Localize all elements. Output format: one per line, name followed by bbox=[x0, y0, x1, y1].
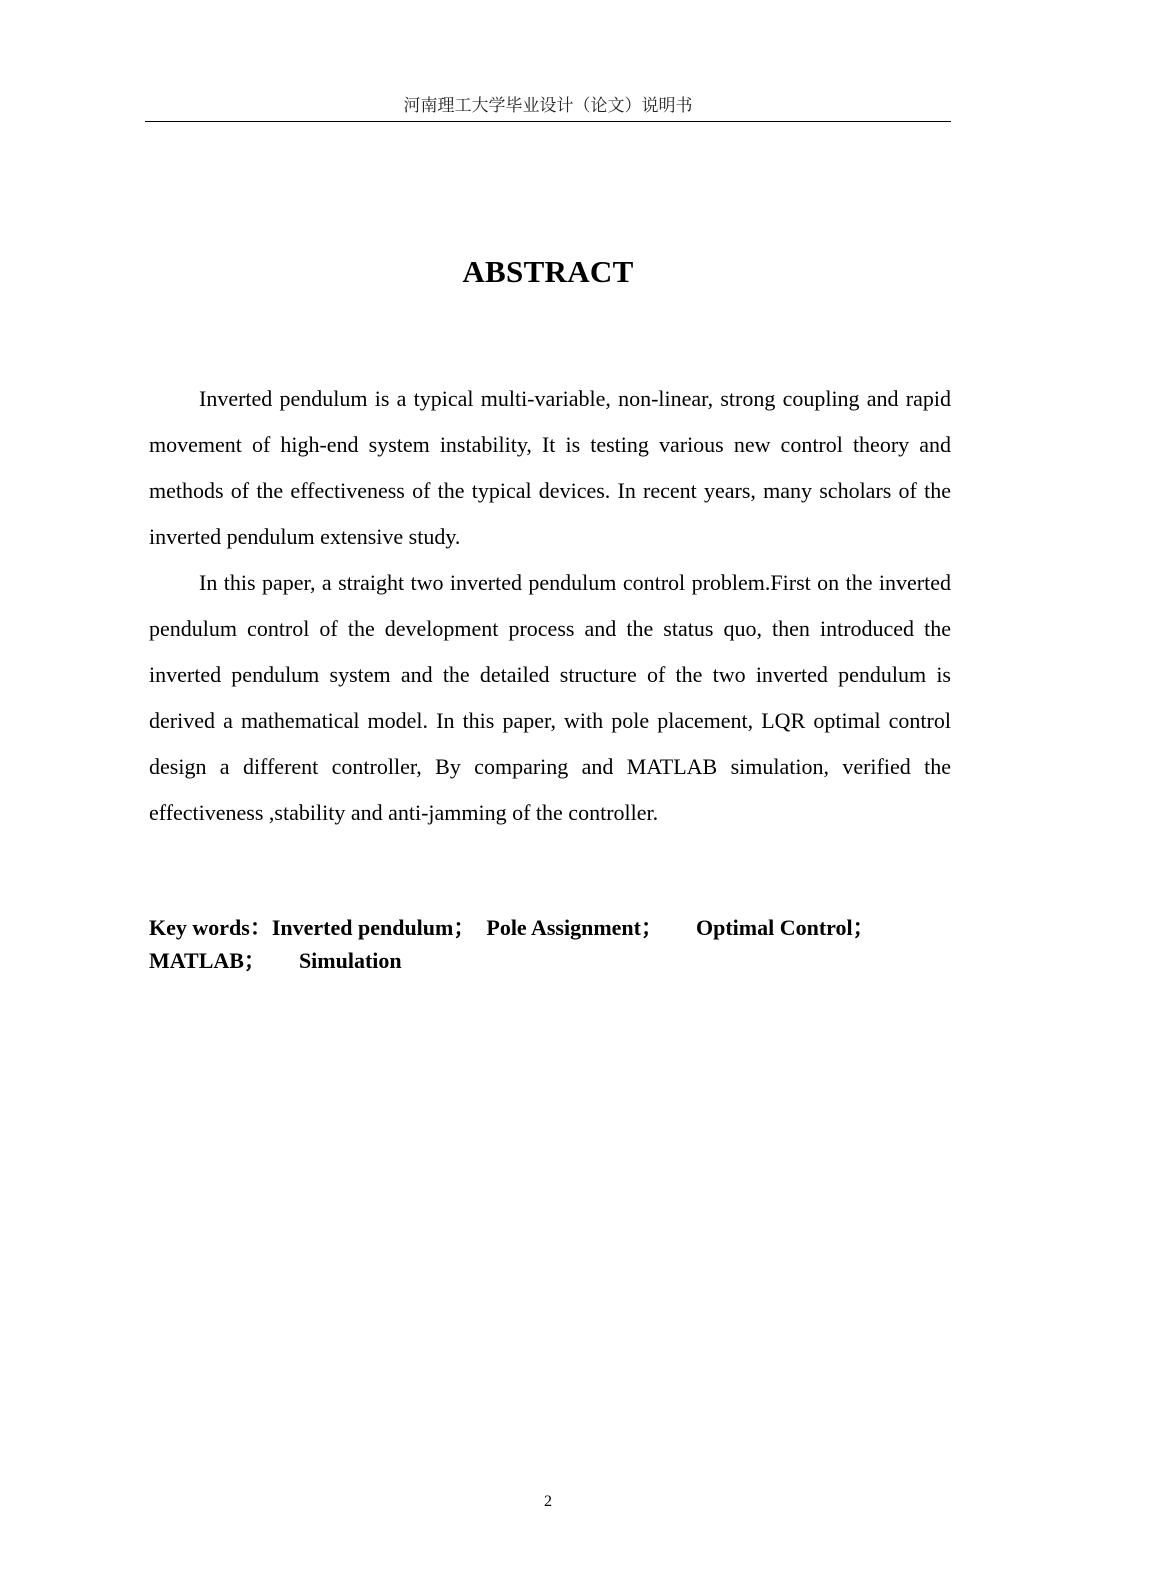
keyword-4: MATLAB； bbox=[149, 948, 266, 973]
running-header: 河南理工大学毕业设计（论文）说明书 bbox=[403, 96, 693, 116]
keyword-1: Inverted pendulum； bbox=[271, 915, 476, 940]
page-number: 2 bbox=[544, 1493, 552, 1510]
keyword-3: Optimal Control； bbox=[696, 915, 875, 940]
abstract-paragraph-2: In this paper, a straight two inverted pendulum control problem.First on the inverted pendulum control of the development process and the status quo, then introduced the inverted pendulum system and the detailed structure of the two inverted pendulum is derived a mathematical model. In this paper, with pole placement, LQR optimal control design a different controller, By comparing and MATLAB simulation, verified the effectiveness ,stability and anti-jamming of the controller. bbox=[149, 570, 951, 825]
header-rule bbox=[145, 121, 951, 122]
keywords-label: Key words： bbox=[149, 915, 272, 940]
keywords bbox=[149, 911, 951, 977]
abstract-body bbox=[149, 376, 951, 836]
abstract-paragraph-1: Inverted pendulum is a typical multi-variable, non-linear, strong coupling and rapid movement of high-end system instability, It is testing various new control theory and methods of the effectiveness of the typical devices. In recent years, many scholars of the inverted pendulum extensive study. bbox=[149, 386, 951, 549]
keyword-2: Pole Assignment； bbox=[486, 915, 663, 940]
keyword-5: Simulation bbox=[298, 948, 402, 973]
abstract-title: ABSTRACT bbox=[462, 254, 634, 289]
